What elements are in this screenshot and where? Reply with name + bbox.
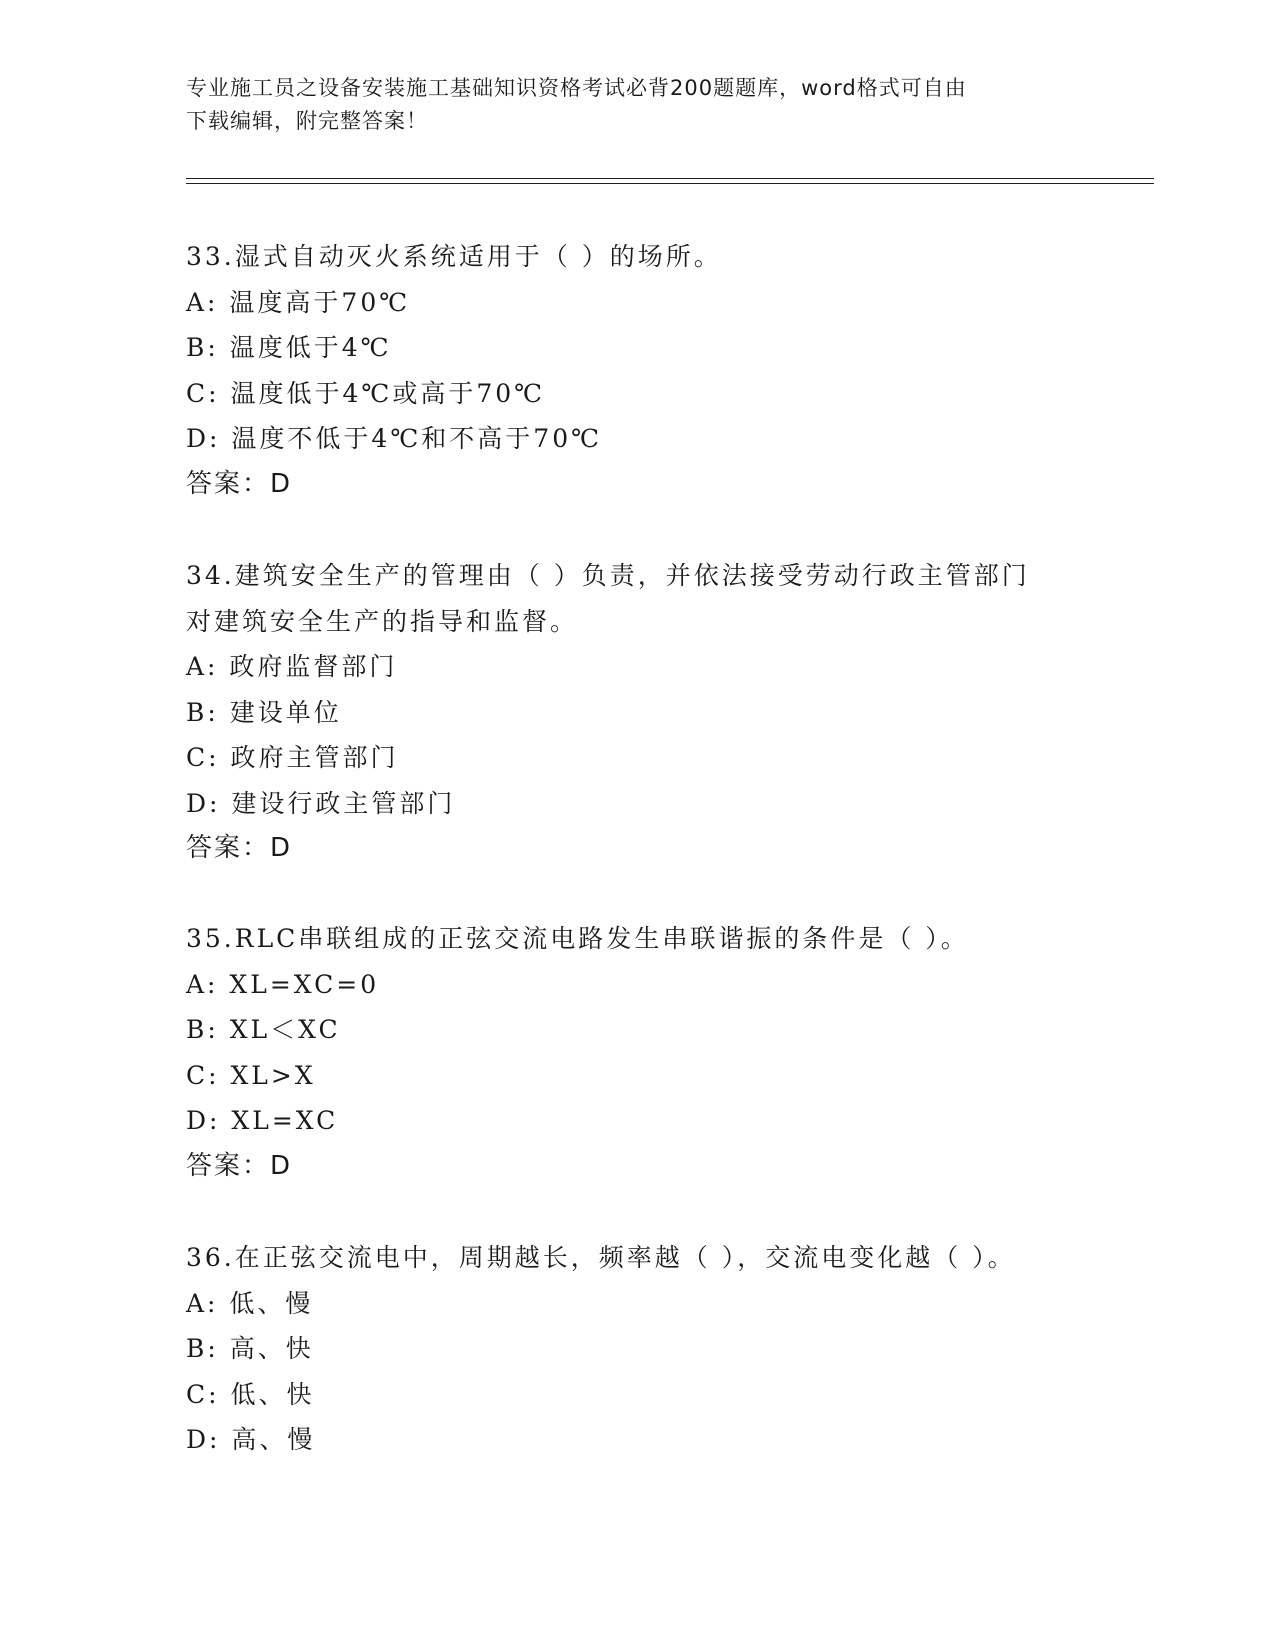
- option-b: B: XL＜XC: [186, 1015, 341, 1044]
- document-header: [186, 72, 1066, 138]
- option-c: C: 政府主管部门: [186, 743, 399, 772]
- answer: 答案：D: [186, 833, 293, 863]
- option-a: A: XL=XC=0: [186, 969, 380, 999]
- answer: 答案：D: [186, 1150, 293, 1181]
- question-stem-line-2: 对建筑安全生产的指导和监督。: [186, 606, 579, 636]
- header-divider-bottom: [186, 183, 1154, 184]
- option-b: B: 建设单位: [186, 697, 342, 727]
- option-d: D: 温度不低于4℃和不高于70℃: [186, 424, 603, 453]
- option-c: C: 温度低于4℃或高于70℃: [186, 378, 546, 408]
- question-33: [186, 234, 1086, 507]
- header-divider-top: [186, 178, 1154, 179]
- option-b: B: 温度低于4℃: [186, 333, 392, 362]
- option-b: B: 高、快: [186, 1334, 314, 1363]
- option-a: A: 政府监督部门: [186, 652, 398, 681]
- header-line-1: 专业施工员之设备安装施工基础知识资格考试必背200题题库，word格式可自由: [186, 76, 967, 100]
- question-stem: 35.RLC串联组成的正弦交流电路发生串联谐振的条件是（ ）。: [186, 924, 969, 953]
- question-stem: 36.在正弦交流电中，周期越长，频率越（ ），交流电变化越（ ）。: [186, 1243, 1016, 1272]
- option-d: D: 高、慢: [186, 1425, 316, 1454]
- question-34: [186, 553, 1086, 872]
- option-a: A: 温度高于70℃: [186, 287, 411, 317]
- question-36: [186, 1235, 1086, 1463]
- question-stem: 33.湿式自动灭火系统适用于（ ）的场所。: [186, 242, 722, 271]
- option-d: D: XL=XC: [186, 1106, 339, 1135]
- option-a: A: 低、慢: [186, 1288, 314, 1318]
- option-c: C: 低、快: [186, 1379, 315, 1409]
- question-35: [186, 916, 1086, 1189]
- option-d: D: 建设行政主管部门: [186, 788, 456, 818]
- question-stem-line-1: 34.建筑安全生产的管理由（ ）负责，并依法接受劳动行政主管部门: [186, 561, 1030, 590]
- option-c: C: XL>X: [186, 1060, 316, 1090]
- answer: 答案：D: [186, 468, 293, 499]
- header-line-2: 下载编辑，附完整答案！: [186, 109, 428, 133]
